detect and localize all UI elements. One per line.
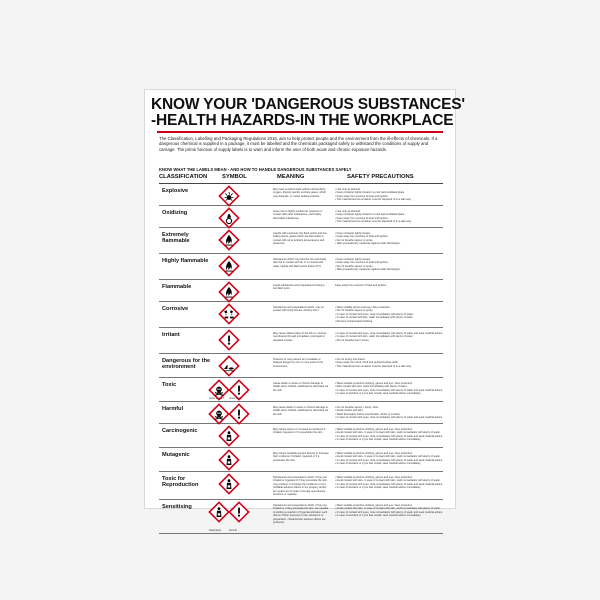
precaution-item: • Wear suitable protective clothing, gloves and eye / face protection. bbox=[335, 382, 413, 385]
precaution-item: • Do not empty into drains. bbox=[335, 358, 366, 361]
classification-label: Extremely flammable bbox=[162, 232, 190, 245]
health-hazard-icon bbox=[219, 450, 239, 470]
hazard-table bbox=[159, 183, 443, 534]
precaution-item: • Remove contaminated clothing. bbox=[335, 319, 373, 323]
precaution-item: • In case of accident or if you feel unwell, seek medical advice immediately. bbox=[335, 486, 422, 490]
symbol-cell bbox=[219, 450, 277, 470]
precautions-list bbox=[335, 476, 443, 490]
precautions-list bbox=[335, 258, 439, 272]
table-row bbox=[159, 354, 443, 378]
precaution-item: • Take precautionary measures against static discharges. bbox=[335, 242, 401, 246]
symbol-caption: Acute Cat. 1-3 bbox=[209, 397, 225, 400]
precaution-item: • In case of contact with eyes, rinse immediately with plenty of water and seek medical advice. bbox=[335, 510, 443, 514]
precaution-item: • Avoid contact with skin. In case of contact with skin, wash immediately with plenty of water. bbox=[335, 479, 441, 483]
precaution-item: • In case of contact with skin, wash immediately with plenty of water. bbox=[335, 316, 414, 320]
precaution-item: • Keep container tightly closed in a cool well-ventilated place. bbox=[335, 191, 405, 195]
symbol-cell bbox=[209, 404, 267, 424]
precaution-item: Keep away from sources of heat and ignition. bbox=[335, 284, 387, 287]
flame-over-circle-icon bbox=[219, 208, 239, 228]
classification-label: Mutagenic bbox=[162, 452, 190, 458]
symbol-cell bbox=[209, 502, 267, 522]
table-row bbox=[159, 472, 443, 500]
header-symbol: SYMBOL bbox=[222, 174, 247, 180]
classification-label: Explosive bbox=[162, 188, 189, 194]
precautions-list bbox=[335, 504, 443, 518]
health-hazard-icon bbox=[219, 474, 239, 494]
precaution-item: • Keep away from sources of heat and ignition. bbox=[335, 261, 389, 265]
table-row bbox=[159, 254, 443, 280]
precaution-item: • In case of accident or if you feel unwell, seek medical advice immediately. bbox=[335, 514, 422, 518]
table-row bbox=[159, 378, 443, 402]
precaution-item: • Wear suitable protective clothing, gloves and eye / face protection. bbox=[335, 476, 413, 479]
precautions-list bbox=[335, 382, 443, 396]
intro-paragraph: The Classification, Labelling and Packaging Regulations 2015, aim to help protect people and the environment from the ill-effects of chemicals. If a dangerous chemical is supplied in a package, it must be labelled and the chemicals packaged safely to withstand the conditions of supply and carriage. The prime function of supply labels is to warn and inform the user of both acute and chronic exposure hazards. bbox=[159, 136, 438, 152]
precaution-item: • In case of accident or if you feel unwell, seek medical advice immediately. bbox=[335, 438, 422, 442]
table-row bbox=[159, 280, 443, 302]
header-precautions: SAFETY PRECAUTIONS bbox=[347, 174, 414, 180]
classification-label: Carcinogenic bbox=[162, 428, 198, 434]
precaution-item: • In case of contact with eyes, rinse immediately with plenty of water and seek medical advice. bbox=[335, 458, 443, 462]
safety-poster bbox=[145, 90, 465, 532]
classification-label: Sensitising bbox=[162, 504, 192, 510]
table-row bbox=[159, 328, 443, 354]
precaution-item: • Keep away from sources of heat and ignition. bbox=[335, 194, 389, 198]
precaution-item: • Avoid contact with skin. bbox=[335, 409, 364, 413]
flame-icon bbox=[219, 282, 239, 302]
precautions-list bbox=[335, 210, 439, 224]
symbol-cell bbox=[219, 304, 277, 324]
skull-icon bbox=[209, 404, 229, 424]
table-row bbox=[159, 228, 443, 254]
precaution-item: • Do not breathe vapour / spray / dust. bbox=[335, 406, 379, 409]
symbol-caption: Dermal bbox=[229, 529, 237, 532]
classification-label: Flammable bbox=[162, 284, 192, 290]
symbol-cell bbox=[219, 208, 277, 228]
precaution-item: • This material and its container must be disposed of in a safe way. bbox=[335, 198, 412, 202]
flame-icon bbox=[219, 256, 239, 276]
meaning-text: May induce cancer or increase its incidence if inhaled, ingested or if it penetrates the skin. bbox=[273, 428, 326, 435]
classification-label: Irritant bbox=[162, 332, 180, 338]
title-underline bbox=[157, 131, 443, 133]
precautions-list bbox=[335, 406, 443, 420]
meaning-text: Presents or may present an immediate or delayed danger for one or more parts of the environment. bbox=[273, 358, 324, 368]
meaning-text: Gives rise to highly exothermic reactions in contact with other substances, particularly flammable substances. bbox=[273, 210, 323, 220]
table-row bbox=[159, 184, 443, 206]
symbol-cell bbox=[219, 426, 277, 446]
table-row bbox=[159, 402, 443, 424]
precaution-item: • In case of contact with eyes, rinse immediately with plenty of water. bbox=[335, 312, 414, 316]
classification-label: Corrosive bbox=[162, 306, 189, 312]
precaution-item: • In case of contact with eyes, rinse immediately with plenty of water and seek medical advice. bbox=[335, 482, 443, 486]
precaution-item: • Take precautionary measures against static discharges. bbox=[335, 268, 401, 272]
corrosion-icon bbox=[219, 304, 239, 324]
precautions-list bbox=[335, 332, 443, 342]
precautions-list bbox=[335, 306, 439, 323]
precautions-list bbox=[335, 428, 443, 442]
classification-label: Dangerous for the environment bbox=[162, 358, 211, 371]
precaution-item: • Do not breathe vapour or spray. bbox=[335, 238, 374, 242]
precaution-item: • In case of accident or if you feel unwell, seek medical advice immediately. bbox=[335, 392, 422, 396]
poster-title-line2: -HEALTH HAZARDS-IN THE WORKPLACE bbox=[151, 112, 454, 129]
precaution-item: • Wear suitable protective clothing, gloves and eye / face protection. bbox=[335, 428, 413, 431]
precaution-item: • In case of accident or if you feel unwell, seek medical advice immediately. bbox=[335, 462, 422, 466]
precaution-item: • Keep container tightly closed in a cool well-ventilated place. bbox=[335, 213, 405, 217]
environment-icon bbox=[219, 356, 239, 376]
exploding-bomb-icon bbox=[219, 186, 239, 206]
meaning-text: May cause death or acute or chronic damage to health when inhaled, swallowed or absorbed via the skin. bbox=[273, 406, 329, 416]
symbol-caption: Respiratory bbox=[209, 529, 222, 532]
table-row bbox=[159, 302, 443, 328]
health-hazard-icon bbox=[219, 426, 239, 446]
precaution-item: • Keep container tightly closed. bbox=[335, 232, 371, 235]
precaution-item: • Keep away from sources of heat and ignition. bbox=[335, 235, 389, 239]
precaution-item: • Avoid contact with skin. In case of contact with skin, wash immediately with plenty of water. bbox=[335, 455, 441, 459]
precaution-item: • Keep container tightly closed. bbox=[335, 258, 371, 261]
symbol-cell bbox=[219, 186, 277, 206]
symbol-cell bbox=[219, 256, 277, 276]
precaution-item: • Do not breathe vapour or spray. bbox=[335, 309, 374, 313]
precaution-item: • In case of contact with eyes, rinse immediately with plenty of water and seek medical advice. bbox=[335, 434, 443, 438]
symbol-cell bbox=[219, 282, 277, 302]
table-row bbox=[159, 448, 443, 472]
classification-label: Harmful bbox=[162, 406, 184, 412]
meaning-text: Substances and preparations which, if they are inhaled or if they penetrate the skin, are capable of eliciting a reaction of hypersensitization such that on further exposure to the substance or preparation, characteristic adverse effects are produced. bbox=[273, 504, 329, 525]
precaution-item: • Wear suitable protective clothing, gloves and eye / face protection. bbox=[335, 504, 413, 507]
precautions-list bbox=[335, 452, 443, 466]
precaution-item: • After contact with skin, wash immediately with plenty of water. bbox=[335, 385, 408, 389]
meaning-text: Substances which may become hot and finally take fire in contact with air or in contact with water, liquids with flash points below 21°C. bbox=[273, 258, 327, 268]
precaution-item: • Wear suitable gloves and eye / face protection. bbox=[335, 306, 391, 309]
precaution-item: • In case of contact with eyes, rinse immediately with plenty of water and seek medical advice. bbox=[335, 388, 443, 392]
precaution-item: • In case of contact with eyes, rinse immediately with plenty of water and seek medical advice. bbox=[335, 416, 443, 420]
precaution-item: • Wear suitable protective clothing, gloves and eye / face protection. bbox=[335, 452, 413, 455]
header-classification: CLASSIFICATION bbox=[159, 174, 208, 180]
precaution-item: • In case of contact with skin, wash immediately with plenty of water. bbox=[335, 335, 414, 339]
precautions-list bbox=[335, 284, 439, 287]
precautions-list bbox=[335, 232, 439, 246]
meaning-text: May cause inflammation of the skin or mucous membranes through immediate, prolonged or repeated contact. bbox=[273, 332, 327, 342]
precaution-item: • Wash thoroughly before meal breaks, drinks or smokes. bbox=[335, 412, 401, 416]
meaning-text: Cause death or acute or chronic damage to health when inhaled, swallowed or absorbed via the skin. bbox=[273, 382, 329, 392]
classification-label: Toxic for Reproduction bbox=[162, 476, 199, 489]
precaution-item: • Avoid contact with skin. In case of contact with skin, wash immediately with plenty of water. bbox=[335, 431, 441, 435]
table-headers bbox=[159, 174, 443, 182]
precaution-item: • In case of contact with eyes, rinse immediately with plenty of water and seek medical advice. bbox=[335, 332, 443, 335]
symbol-cell bbox=[219, 474, 277, 494]
precaution-item: • Do not breathe vapour or spray. bbox=[335, 264, 374, 268]
meaning-text: Substances and preparations which, if they are inhaled or ingested or if they penetrate the skin, may produce or increase the incidence of non-heritable adverse effects in the progeny and/or an impairment of male or female reproductive functions or capacity. bbox=[273, 476, 328, 497]
precaution-item: • Do not breathe dust / fumes. bbox=[335, 338, 370, 342]
precaution-item: • Use only as directed. bbox=[335, 210, 361, 213]
symbol-cell bbox=[219, 230, 277, 250]
precautions-list bbox=[335, 188, 439, 202]
symbol-cell bbox=[219, 356, 277, 376]
poster-title-line1: KNOW YOUR 'DANGEROUS SUBSTANCES' bbox=[151, 96, 465, 113]
meaning-text: Substances and preparations which, may on contact with living tissues, destroy them. bbox=[273, 306, 325, 313]
precaution-item: • This material and its container must be disposed of in a safe way. bbox=[335, 220, 412, 224]
health-hazard-icon bbox=[209, 502, 229, 522]
table-row bbox=[159, 206, 443, 228]
precaution-item: • Keep away from sources of heat and ignition. bbox=[335, 216, 389, 220]
exclamation-mark-icon bbox=[229, 502, 249, 522]
meaning-text: Liquids with extremely low flash points and low boiling points, gases which are flammable in contact with air at ambient temperatures and pressures. bbox=[273, 232, 327, 246]
table-row bbox=[159, 500, 443, 534]
exclamation-mark-icon bbox=[229, 404, 249, 424]
precaution-item: • Avoid contact with skin. In case of contact with skin, wash immediately with plenty of water. bbox=[335, 507, 441, 511]
precaution-item: • This material and its container must be disposed of in a safe way. bbox=[335, 364, 412, 368]
meaning-text: May induce heritable genetic defects or increase their incidence if inhaled, ingested or if it penetrates the skin. bbox=[273, 452, 329, 462]
meaning-text: May react exothermically without atmospheric oxygen, thereby quickly evolving gases, which may detonate, or cause heating explode. bbox=[273, 188, 327, 198]
symbol-caption: Acute Cat. 4 bbox=[229, 397, 243, 400]
symbol-cell bbox=[219, 330, 277, 350]
precautions-list bbox=[335, 358, 439, 368]
header-meaning: MEANING bbox=[277, 174, 305, 180]
classification-label: Toxic bbox=[162, 382, 177, 388]
table-row bbox=[159, 424, 443, 448]
classification-label: Oxidizing bbox=[162, 210, 188, 216]
precaution-item: • Keep away from food, drink and animal feeding stuffs. bbox=[335, 361, 399, 365]
precaution-item: • Use only as directed. bbox=[335, 188, 361, 191]
flame-icon bbox=[219, 230, 239, 250]
exclamation-mark-icon bbox=[219, 330, 239, 350]
classification-label: Highly flammable bbox=[162, 258, 209, 264]
meaning-text: Liquid substances and preparations having a low flash point. bbox=[273, 284, 325, 291]
table-subheading: KNOW WHAT THE LABELS MEAN - AND HOW TO HANDLE DANGEROUS SUBSTANCES SAFELY bbox=[159, 167, 352, 172]
